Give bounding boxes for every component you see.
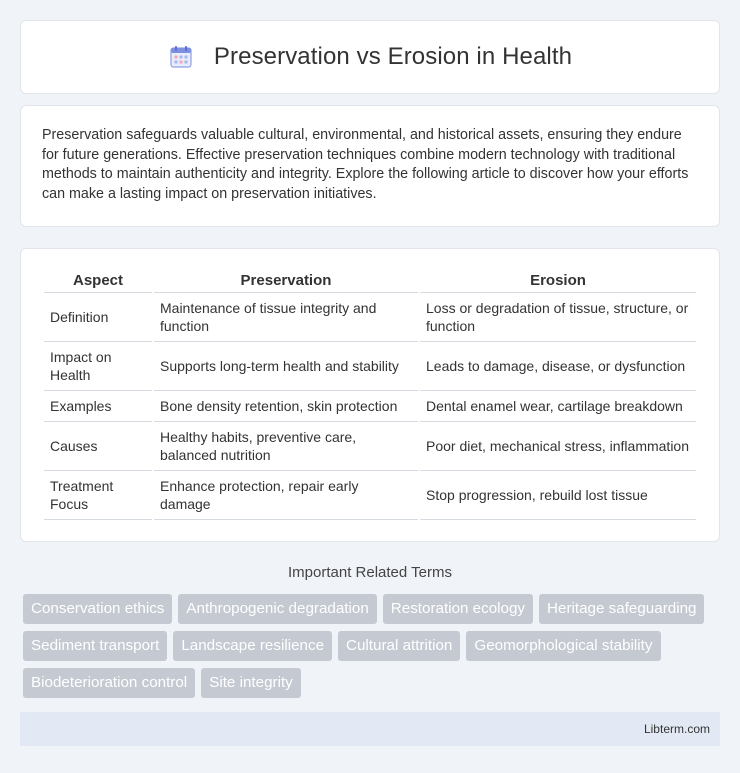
page-title: Preservation vs Erosion in Health [213, 43, 573, 70]
cell-erosion: Loss or degradation of tissue, structure, or function [420, 293, 696, 342]
title-card [20, 20, 720, 94]
term-tag[interactable]: Biodeterioration control [23, 668, 195, 698]
cell-preservation: Bone density retention, skin protection [154, 391, 418, 422]
term-tag[interactable]: Site integrity [201, 668, 301, 698]
term-tag[interactable]: Sediment transport [23, 631, 167, 661]
term-tag[interactable]: Geomorphological stability [466, 631, 660, 661]
term-tag[interactable]: Conservation ethics [23, 594, 172, 624]
header-erosion: Erosion [420, 270, 696, 293]
footer-brand-link[interactable]: Libterm.com [643, 722, 710, 737]
term-tag[interactable]: Restoration ecology [383, 594, 533, 624]
intro-text: Preservation safeguards valuable cultural, environmental, and historical assets, ensuring they endure for future generations. Effective preservation techniques combine modern technology with traditional methods to maintain authenticity and integrity. Explore the following article to discover how your efforts can make a lasting impact on preservation initiatives. [42, 127, 689, 202]
cell-aspect: Treatment Focus [44, 471, 152, 520]
cell-preservation: Enhance protection, repair early damage [154, 471, 418, 520]
related-terms-list [20, 594, 720, 698]
cell-aspect: Causes [44, 422, 152, 471]
table-header-row [44, 270, 696, 293]
cell-aspect: Definition [44, 293, 152, 342]
header-aspect: Aspect [44, 270, 152, 293]
cell-erosion: Dental enamel wear, cartilage breakdown [420, 391, 696, 422]
cell-erosion: Poor diet, mechanical stress, inflammation [420, 422, 696, 471]
related-terms-title: Important Related Terms [288, 564, 452, 582]
term-tag[interactable]: Heritage safeguarding [539, 594, 704, 624]
cell-erosion: Stop progression, rebuild lost tissue [420, 471, 696, 520]
term-tag[interactable]: Cultural attrition [338, 631, 460, 661]
cell-erosion: Leads to damage, disease, or dysfunction [420, 342, 696, 391]
table-row [44, 391, 696, 422]
calendar-icon [168, 44, 194, 70]
comparison-table [42, 270, 698, 520]
footer [20, 712, 720, 746]
cell-preservation: Supports long-term health and stability [154, 342, 418, 391]
table-row [44, 471, 696, 520]
cell-preservation: Healthy habits, preventive care, balanced nutrition [154, 422, 418, 471]
table-row [44, 293, 696, 342]
term-tag[interactable]: Landscape resilience [173, 631, 332, 661]
comparison-table-card [20, 248, 720, 542]
header-preservation: Preservation [154, 270, 418, 293]
cell-aspect: Impact on Health [44, 342, 152, 391]
table-row [44, 422, 696, 471]
cell-aspect: Examples [44, 391, 152, 422]
intro-card [20, 105, 720, 227]
cell-preservation: Maintenance of tissue integrity and function [154, 293, 418, 342]
term-tag[interactable]: Anthropogenic degradation [178, 594, 376, 624]
table-row [44, 342, 696, 391]
